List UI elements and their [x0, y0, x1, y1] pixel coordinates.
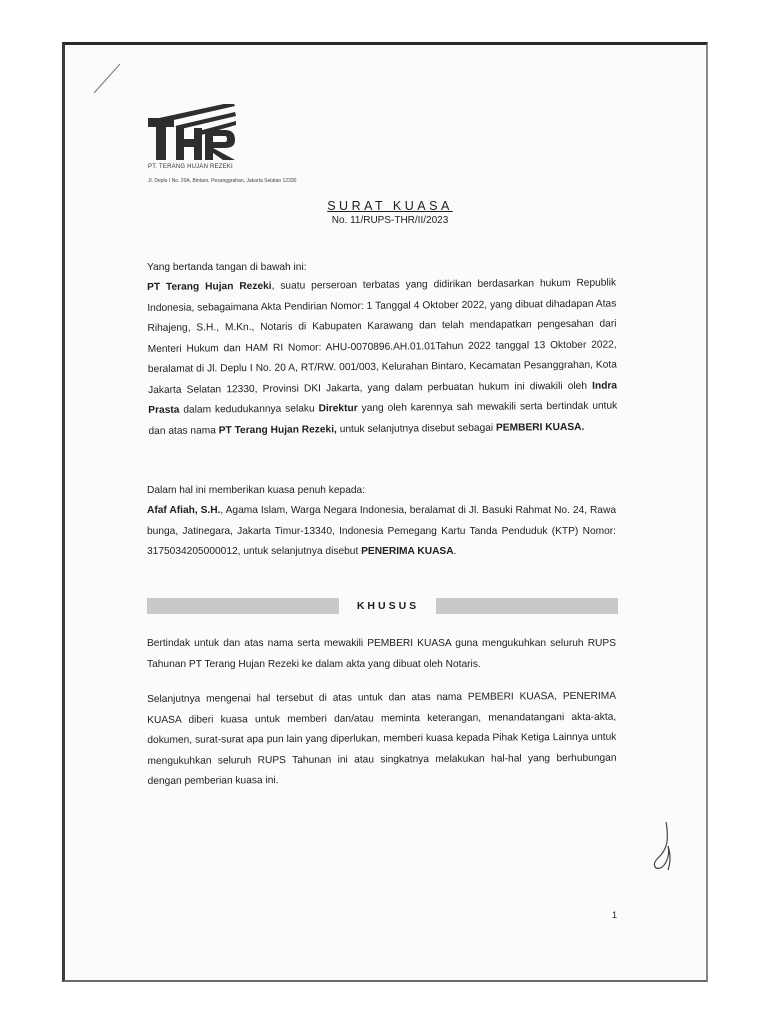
grantee-role: PENERIMA KUASA	[361, 546, 454, 557]
company-name: PT. TERANG HUJAN REZEKI	[148, 164, 233, 170]
company-address: Jl. Deplu I No. 20A, Bintaro, Pesanggrahan, Jakarta Selatan 12330	[148, 178, 297, 184]
heading-bar-left	[147, 598, 339, 614]
representative-position: Direktur	[318, 402, 358, 415]
grantor-name: PT Terang Hujan Rezeki	[147, 280, 272, 293]
grantor-role: PEMBERI KUASA.	[495, 421, 585, 434]
act-paragraph: Bertindak untuk dan atas nama serta mewakili PEMBERI KUASA guna mengukuhkan seluruh RUPS Tahunan PT Terang Hujan Rezeki ke dalam akta yang dibuat oleh Notaris.	[147, 638, 616, 670]
grant-intro: Dalam hal ini memberikan kuasa penuh kepada:	[147, 485, 366, 496]
intro-text: Yang bertanda tangan di bawah ini:	[147, 262, 307, 273]
grantee-paragraph	[147, 501, 616, 563]
grantor-name-again: PT Terang Hujan Rezeki,	[218, 423, 337, 436]
grantor-text-3: yang oleh karennya sah mewakili serta bertindak untuk dan atas nama	[148, 400, 618, 437]
representative-name: Indra Prasta	[148, 379, 618, 416]
initial-signature	[646, 818, 686, 878]
page-number: 1	[612, 910, 618, 920]
pen-mark	[90, 60, 130, 100]
section-heading: KHUSUS	[356, 600, 420, 612]
grantee-text-2: .	[453, 546, 457, 557]
grantee-name: Afaf Afiah, S.H.	[147, 505, 221, 516]
grantor-text-1: , suatu perseroan terbatas yang didirikan berdasarkan hukum Republik Indonesia, sebagaimana Akta Pendirian Nomor: 1 Tanggal 4 Oktober 2022, yang dibuat dihadapan Atas Rihajeng, S.H., M.Kn., Notaris di Kabupaten Karawang dan telah mendapatkan pengesahan dari Menteri Hukum dan HAM RI Nomor: AHU-0070896.AH.01.01Tahun 2022 tanggal 13 Oktober 2022, beralamat di Jl. Deplu I No. 20 A, RT/RW. 001/003, Kelurahan Bintaro, Kecamatan Pesanggrahan, Kota Jakarta Selatan 12330, Provinsi DKI Jakarta, yang dalam perbuatan hukum ini diwakili oleh	[147, 277, 617, 396]
heading-bar-right	[436, 598, 618, 614]
grantor-text-4: untuk selanjutnya disebut sebagai	[336, 422, 497, 435]
grantee-text-1: , Agama Islam, Warga Negara Indonesia, beralamat di Jl. Basuki Rahmat No. 24, Rawa bunga, Jatinegara, Jakarta Timur-13340, Indonesia Pemegang Kartu Tanda Penduduk (KTP) Nomor: 3175034205000012, untuk selanjutnya disebut	[147, 505, 616, 557]
grantor-text-2: dalam kedudukannya selaku	[179, 403, 319, 416]
further-paragraph: Selanjutnya mengenai hal tersebut di atas untuk dan atas nama PEMBERI KUASA, PENERIMA KUASA diberi kuasa untuk memberi dan/atau meminta keterangan, menandatangani akta-akta, dokumen, surat-surat apa pun lain yang diperlukan, memberi kuasa kepada Pihak Ketiga Lainnya untuk mengukuhkan seluruh RUPS Tahunan ini atau singkatnya melakukan hal-hal yang berhubungan dengan pemberian kuasa ini.	[147, 690, 617, 787]
grantor-paragraph	[147, 273, 618, 441]
document-number: No. 11/RUPS-THR/II/2023	[331, 215, 449, 226]
document-title: SURAT KUASA	[327, 199, 453, 213]
